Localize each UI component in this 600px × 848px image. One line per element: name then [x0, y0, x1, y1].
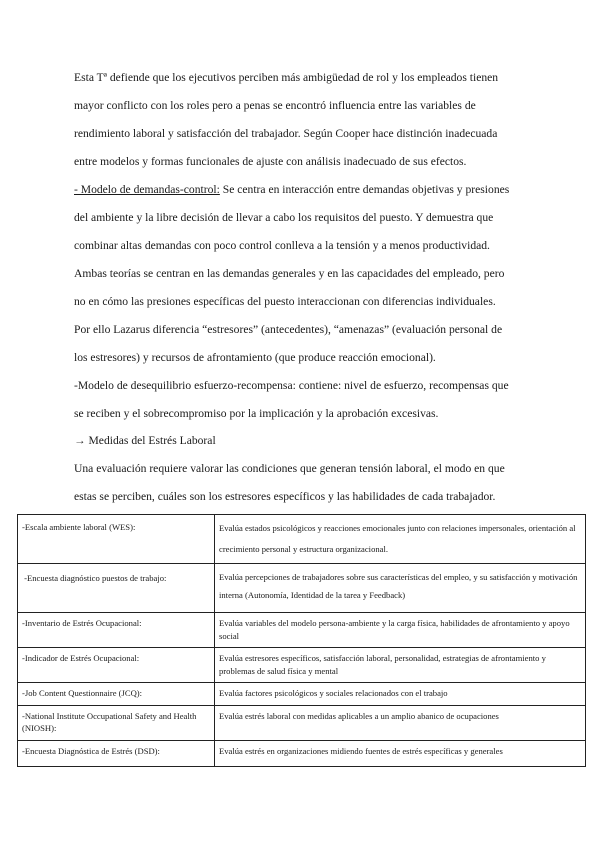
- table-row: [18, 741, 586, 767]
- measure-name-cell: -Encuesta Diagnóstica de Estrés (DSD):: [18, 741, 215, 767]
- table-row: [18, 683, 586, 706]
- measure-desc-cell: Evalúa factores psicológicos y sociales relacionados con el trabajo: [215, 683, 586, 706]
- text-line: del ambiente y la libre decisión de llevar a cabo los requisitos del puesto. Y demuestra que: [74, 211, 494, 224]
- measure-desc-cell: Evalúa estrés laboral con medidas aplicables a un amplio abanico de ocupaciones: [215, 706, 586, 741]
- measure-name-cell: -Escala ambiente laboral (WES):: [18, 515, 215, 564]
- text-line: los estresores) y recursos de afrontamiento (que produce reacción emocional).: [74, 351, 436, 364]
- text-line: [74, 183, 509, 196]
- table-row: [18, 706, 586, 741]
- text-line: mayor conflicto con los roles pero a penas se encontró influencia entre las variables de: [74, 99, 476, 112]
- stress-measures-table: [17, 514, 586, 767]
- text-line: no en cómo las presiones específicas del puesto interaccionan con diferencias individuales.: [74, 295, 496, 308]
- measure-name-cell: -Indicador de Estrés Ocupacional:: [18, 648, 215, 683]
- text-line: -Modelo de desequilibrio esfuerzo-recompensa: contiene: nivel de esfuerzo, recompensas que: [74, 379, 509, 392]
- text-line: entre modelos y formas funcionales de ajuste con análisis inadecuado de sus efectos.: [74, 155, 467, 168]
- measure-desc-cell: Evalúa variables del modelo persona-ambiente y la carga física, habilidades de afrontamiento y apoyo social: [215, 613, 586, 648]
- text-line: Una evaluación requiere valorar las condiciones que generan tensión laboral, el modo en que: [74, 462, 505, 475]
- text-line: Esta Tª defiende que los ejecutivos perciben más ambigüedad de rol y los empleados tienen: [74, 71, 499, 84]
- text-segment: Se centra en interacción entre demandas objetivas y presiones: [219, 183, 510, 196]
- text-line: Por ello Lazarus diferencia “estresores” (antecedentes), “amenazas” (evaluación personal de: [74, 323, 503, 336]
- measure-desc-cell: Evalúa estados psicológicos y reacciones emocionales junto con relaciones impersonales, orientación al crecimiento personal y estructura organizacional.: [215, 515, 586, 564]
- measure-name-cell: -National Institute Occupational Safety and Health (NIOSH):: [18, 706, 215, 741]
- table-row: [18, 515, 586, 564]
- section-title: → Medidas del Estrés Laboral: [74, 434, 216, 447]
- section-heading: - Modelo de demandas-control:: [74, 183, 220, 196]
- table-row: [18, 564, 586, 613]
- measure-desc-cell: Evalúa percepciones de trabajadores sobre sus características del empleo, y su satisfacción y motivación interna (Autonomía, Identidad de la tarea y Feedback): [215, 564, 586, 613]
- table-row: [18, 613, 586, 648]
- measure-name-cell: -Inventario de Estrés Ocupacional:: [18, 613, 215, 648]
- text-line: rendimiento laboral y satisfacción del trabajador. Según Cooper hace distinción inadecuada: [74, 127, 498, 140]
- table-row: [18, 648, 586, 683]
- text-line: estas se perciben, cuáles son los estresores específicos y las habilidades de cada trabajador.: [74, 490, 496, 503]
- measure-desc-cell: Evalúa estresores específicos, satisfacción laboral, personalidad, estrategias de afrontamiento y problemas de salud física y mental: [215, 648, 586, 683]
- text-line: combinar altas demandas con poco control conlleva a la tensión y a menos productividad.: [74, 239, 490, 252]
- measure-desc-cell: Evalúa estrés en organizaciones midiendo fuentes de estrés específicas y generales: [215, 741, 586, 767]
- text-line: se reciben y el sobrecompromiso por la implicación y la aprobación excesivas.: [74, 407, 439, 420]
- measure-name-cell: -Job Content Questionnaire (JCQ):: [18, 683, 215, 706]
- text-line: Ambas teorías se centran en las demandas generales y en las capacidades del empleado, pero: [74, 267, 505, 280]
- measure-name-cell: -Encuesta diagnóstico puestos de trabajo:: [18, 564, 215, 613]
